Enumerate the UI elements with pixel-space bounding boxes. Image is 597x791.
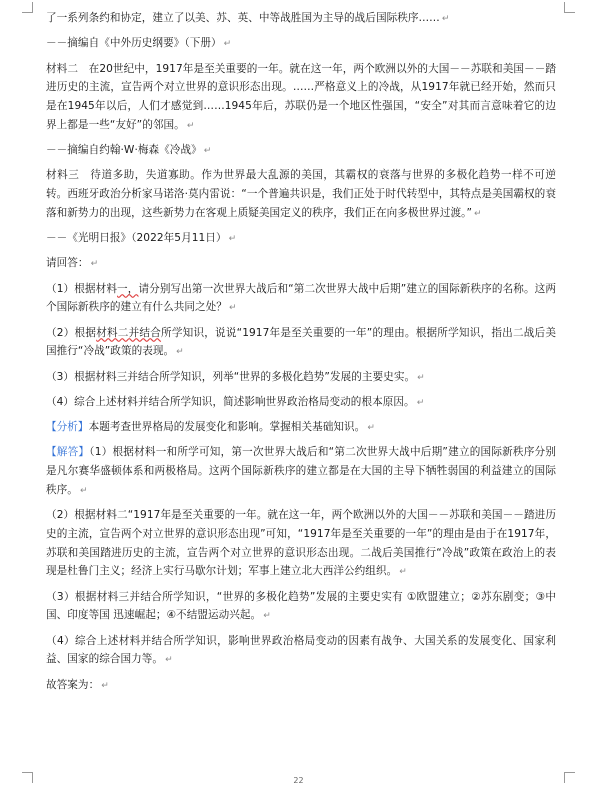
question-4: （4）综合上述材料并结合所学知识，简述影响世界政治格局变动的根本原因。 ↵ <box>46 395 425 408</box>
paragraph-material-two: 材料二 在20世纪中，1917年是至关重要的一年。就在这一年，两个欧洲以外的大国－－苏联和美国－－踏进历史的主流，宣告两个对立世界的意识形态出现。……严格意义上的冷战，从1917年就已经开始，然而只是在1945年以后，人们才感觉到……1945年后，苏联仍是一个地区性强国，“安全”对其而言意味着它的边界上都是一些“友好”的邻国。 ↵ <box>46 62 556 131</box>
spellcheck-underline: 材料二并结合 <box>96 326 162 339</box>
crop-mark-bottom-left <box>22 772 33 783</box>
crop-mark-top-left <box>22 2 33 13</box>
source-citation: －－摘编自《中外历史纲要》（下册） ↵ <box>46 37 232 50</box>
answer-4: （4）综合上述材料并结合所学知识，影响世界政治格局变动的因素有战争、大国关系的发展变化、国家利益、国家的综合国力等。 ↵ <box>46 634 556 666</box>
answer-1: 【解答】（1）根据材料一和所学可知，第一次世界大战后和“第二次世界大战中后期”建立的国际新秩序分别是凡尔赛华盛顿体系和两极格局。这两个国际新秩序的建立都是在大国的主导下牺牲弱国的利益建立的国际秩序。 ↵ <box>46 446 556 496</box>
crop-mark-bottom-right <box>564 772 575 783</box>
analysis-tag: 【分析】 <box>46 421 89 434</box>
answer-tag: 【解答】 <box>46 446 90 459</box>
question-1: （1）根据材料一，请分别写出第一次世界大战后和“第二次世界大战中后期”建立的国际新秩序的名称。这两个国际新秩序的建立有什么共同之处？ ↵ <box>46 282 557 314</box>
paragraph-material-one-end: 了一系列条约和协定，建立了以美、苏、英、中等战胜国为主导的战后国际秩序…… ↵ <box>46 12 450 24</box>
paragraph-material-three: 材料三 待道多助，失道寡助。作为世界最大乱源的美国，其霸权的衰落与世界的多极化趋势一样不可逆转。西班牙政治分析家马诺洛·莫内雷说：“一个普遍共识是，我们正处于时代转型中，其特点是美国霸权的衰落和新势力的出现，这些新势力在客观上质疑美国定义的秩序，我们正在向多极世界过渡。” ↵ <box>46 169 556 219</box>
crop-mark-top-right <box>564 2 575 13</box>
page-number: 22 <box>293 776 304 785</box>
source-citation: －－《光明日报》（2022年5月11日） ↵ <box>46 232 237 244</box>
analysis-section: 【分析】本题考查世界格局的发展变化和影响。掌握相关基础知识。 ↵ <box>46 421 375 434</box>
document-body <box>46 9 556 701</box>
question-2: （2）根据材料二并结合所学知识，说说“1917年是至关重要的一年”的理由。根据所学知识，指出二战后美国推行“冷战”政策的表现。 ↵ <box>46 326 556 358</box>
answer-2: （2）根据材料二“1917年是至关重要的一年。就在这一年，两个欧洲以外的大国－－苏联和美国－－踏进历史的主流，宣告两个对立世界的意识形态出现”可知，“1917年是至关重要的一年”的理由是由于在1917年，苏联和美国踏进历史的主流，宣告两个对立世界的意识形态出现。二战后美国推行“冷战”政策在政治上的表现是杜鲁门主义；经济上实行马歇尔计划；军事上建立北大西洋公约组织。 ↵ <box>46 509 556 578</box>
spellcheck-underline: 一， <box>117 282 139 295</box>
source-citation: －－摘编自约翰·W·梅森《冷战》 ↵ <box>46 144 212 156</box>
answer-3: （3）根据材料三并结合所学知识，“世界的多极化趋势”发展的主要史实有 ①欧盟建立；②苏东剧变；③中国、印度等国 迅速崛起；④不结盟运动兴起。 ↵ <box>46 590 556 622</box>
question-prompt: 请回答： ↵ <box>46 257 99 270</box>
final-answer-label: 故答案为： ↵ <box>46 678 109 691</box>
question-3: （3）根据材料三并结合所学知识，列举“世界的多极化趋势”发展的主要史实。 ↵ <box>46 370 425 383</box>
